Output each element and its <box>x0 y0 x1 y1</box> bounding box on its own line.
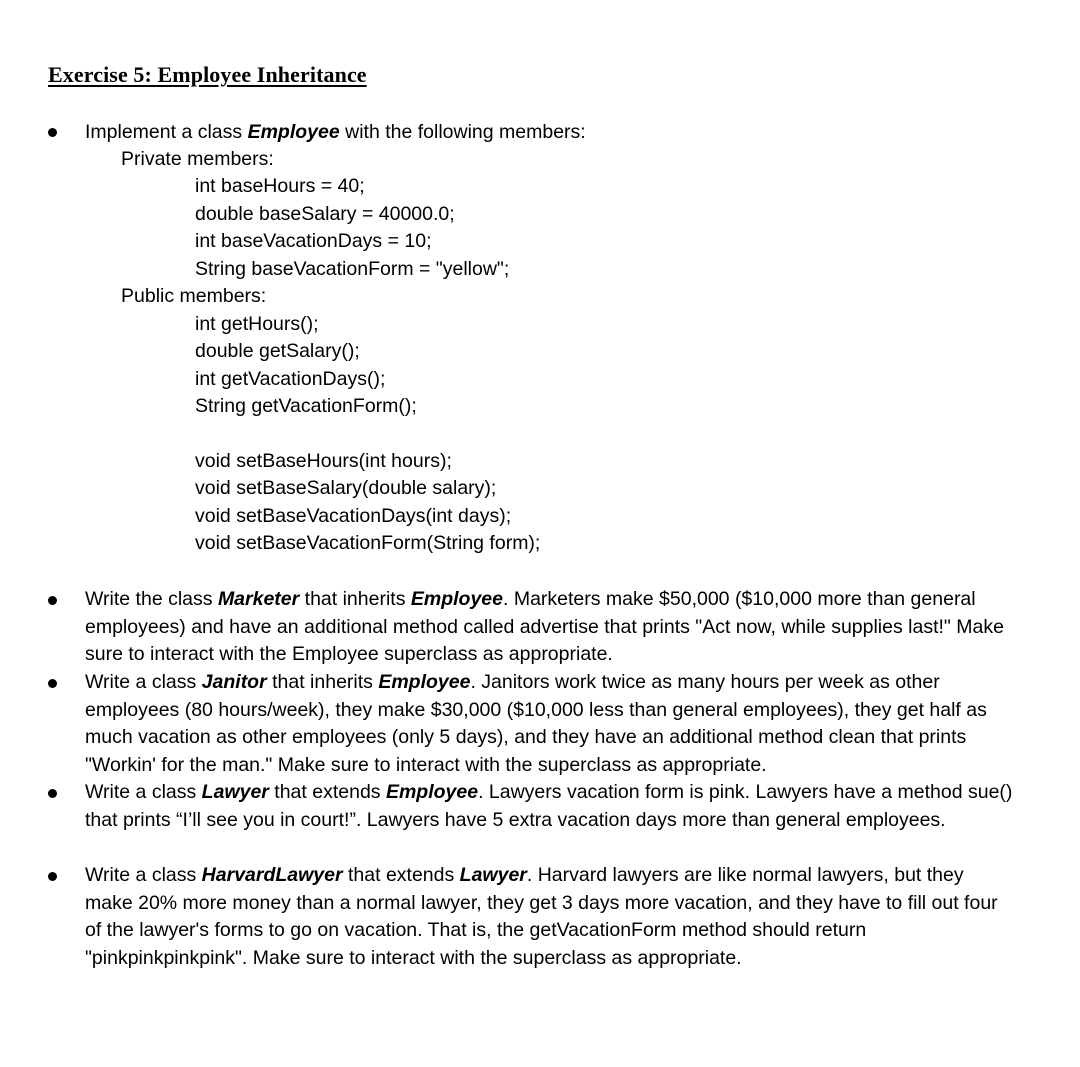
janitor-text: Write a class <box>85 671 202 693</box>
lawyer-text: that extends <box>268 781 386 803</box>
class-name-lawyer: Lawyer <box>201 781 269 803</box>
harvard-lawyer-paragraph <box>85 862 1015 972</box>
private-member: double baseSalary = 40000.0; <box>195 203 455 225</box>
public-getter: double getSalary(); <box>195 340 360 362</box>
private-members-label: Private members: <box>121 148 274 170</box>
harvard-lawyer-text: that extends <box>342 864 460 886</box>
harvard-lawyer-text: . Harvard lawyers are like normal lawyers, but they make 20% more money than a normal lawyer, they get 3 days more vacation, and they have to fill out four of the lawyer's forms to go on vacation. That is, the getVacationForm method should return "pinkpinkpinkpink". Make sure to interact with the superclass as appropriate. <box>85 864 998 969</box>
private-member: String baseVacationForm = "yellow"; <box>195 258 510 280</box>
lawyer-text: . Lawyers vacation form is pink. Lawyers have a method sue() that prints “I’ll see you in court!”. Lawyers have 5 extra vacation days more than general employees. <box>85 781 1013 831</box>
class-name-employee: Employee <box>410 588 503 610</box>
class-name-employee: Employee <box>385 781 479 803</box>
bullet-marketer <box>48 596 57 605</box>
exercise-title: Exercise 5: Employee Inheritance <box>48 62 367 87</box>
intro-suffix: with the following members: <box>339 121 586 143</box>
class-name-employee: Employee <box>247 121 340 143</box>
janitor-paragraph <box>85 669 1015 779</box>
class-name-marketer: Marketer <box>217 588 300 610</box>
public-setter: void setBaseVacationDays(int days); <box>195 505 512 527</box>
bullet-janitor <box>48 679 57 688</box>
class-name-employee: Employee <box>378 671 471 693</box>
harvard-lawyer-text: Write a class <box>85 864 202 886</box>
class-name-janitor: Janitor <box>201 671 267 693</box>
employee-intro <box>85 119 586 146</box>
lawyer-paragraph <box>85 779 1015 834</box>
private-member: int baseHours = 40; <box>195 175 365 197</box>
public-getter: int getVacationDays(); <box>195 368 386 390</box>
public-setter: void setBaseVacationForm(String form); <box>195 532 541 554</box>
intro-prefix: Implement a class <box>85 121 248 143</box>
marketer-text: that inherits <box>299 588 411 610</box>
public-members-label: Public members: <box>121 285 267 307</box>
public-getter: int getHours(); <box>195 313 319 335</box>
janitor-text: that inherits <box>266 671 379 693</box>
class-name-lawyer: Lawyer <box>459 864 527 886</box>
public-getter: String getVacationForm(); <box>195 395 417 417</box>
bullet-harvard-lawyer <box>48 872 57 881</box>
marketer-text: Write the class <box>85 588 218 610</box>
public-setter: void setBaseSalary(double salary); <box>195 477 497 499</box>
public-setter: void setBaseHours(int hours); <box>195 450 452 472</box>
janitor-text: . Janitors work twice as many hours per week as other employees (80 hours/week), they make $30,000 ($10,000 less than general employees), they get half as much vacation as other employees (only 5 days), and they have an additional method clean that prints "Workin' for the man." Make sure to interact with the superclass as appropriate. <box>85 671 987 776</box>
private-member: int baseVacationDays = 10; <box>195 230 432 252</box>
bullet-lawyer <box>48 789 57 798</box>
marketer-text: . Marketers make $50,000 ($10,000 more than general employees) and have an additional method called advertise that prints "Act now, while supplies last!" Make sure to interact with the Employee superclass as appropriate. <box>85 588 1004 665</box>
marketer-paragraph <box>85 586 1015 669</box>
class-name-harvard-lawyer: HarvardLawyer <box>201 864 343 886</box>
bullet-employee <box>48 128 57 137</box>
lawyer-text: Write a class <box>85 781 202 803</box>
